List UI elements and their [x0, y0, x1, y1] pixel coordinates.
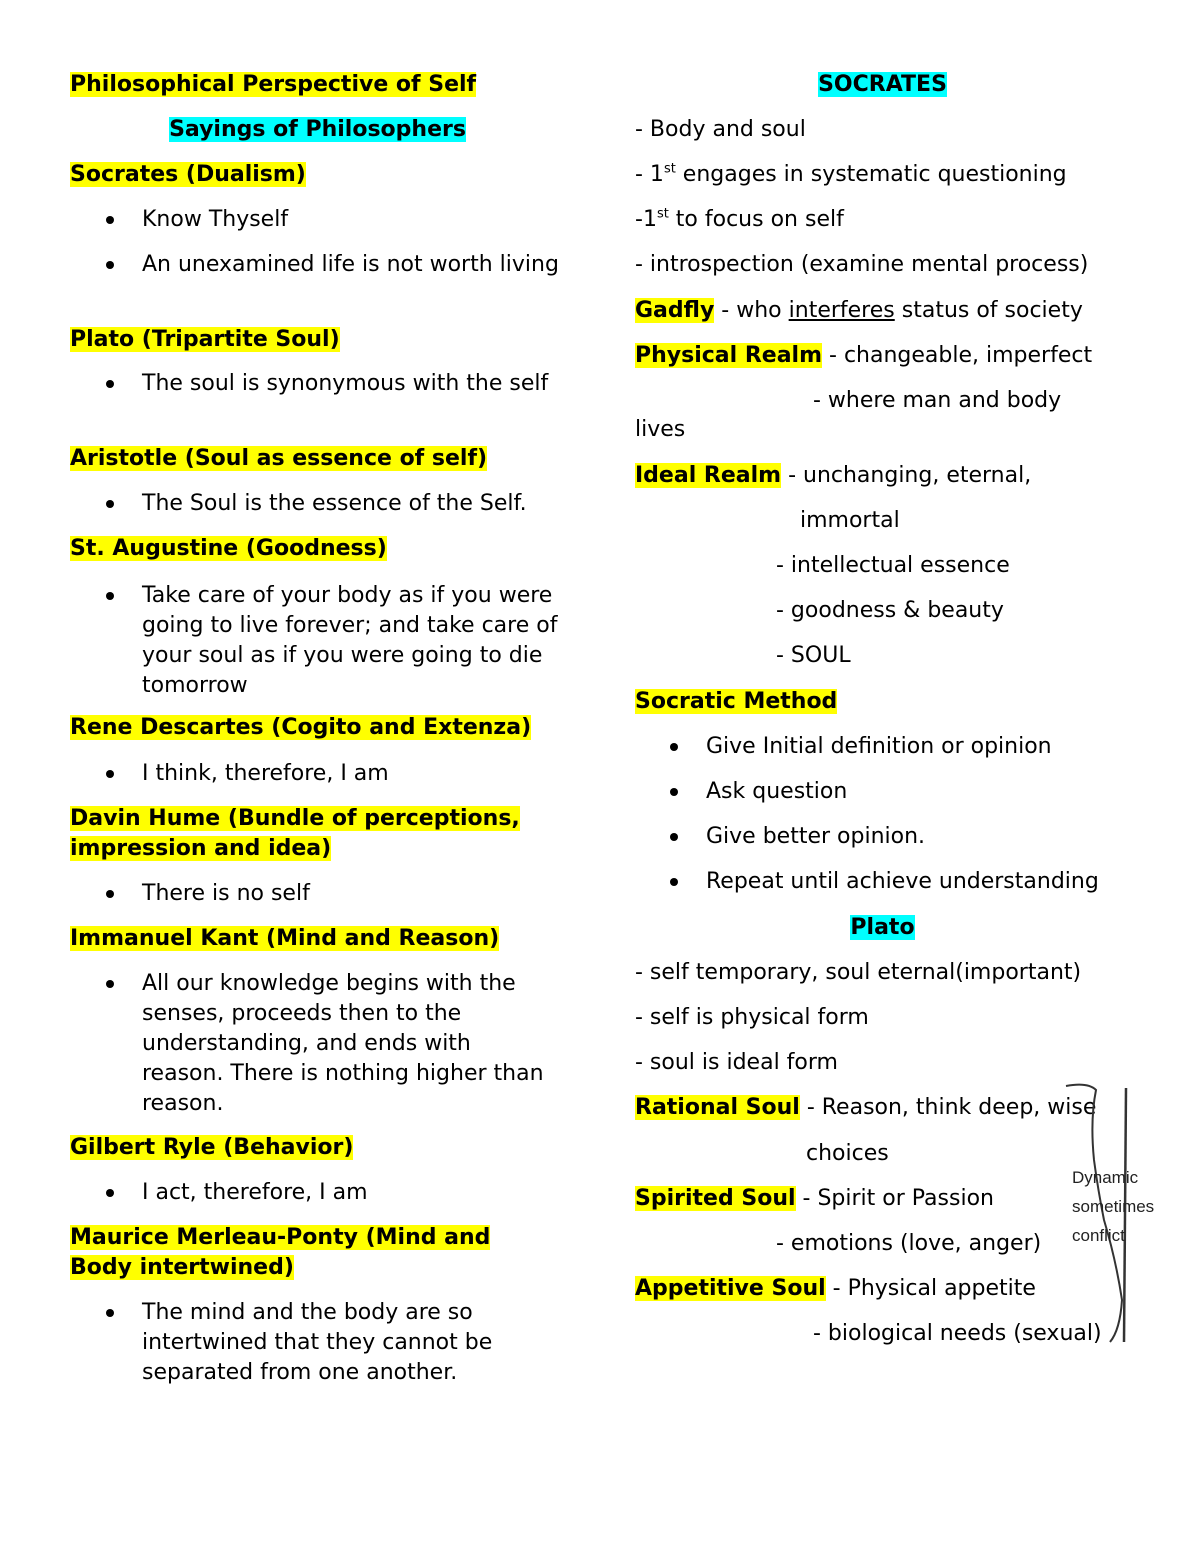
sayings-heading: Sayings of Philosophers — [169, 117, 466, 142]
bullet-icon — [106, 216, 114, 224]
bullet-icon — [106, 1189, 114, 1197]
heading-augustine: St. Augustine (Goodness) — [70, 536, 387, 561]
bullet-icon — [106, 770, 114, 778]
note-line: - intellectual essence — [776, 553, 1010, 578]
heading-merleau-ponty: Maurice Merleau-Ponty (Mind and Body intertwined) — [70, 1225, 491, 1280]
list-item: Ask question — [706, 777, 847, 807]
heading-plato: Plato (Tripartite Soul) — [70, 327, 340, 352]
heading-kant: Immanuel Kant (Mind and Reason) — [70, 926, 500, 951]
list-item: The soul is synonymous with the self — [142, 369, 562, 399]
handwritten-note: Dynamic sometimes conflict — [1072, 1168, 1155, 1245]
note-line: - 1st engages in systematic questioning — [635, 161, 1067, 187]
note-line: lives — [635, 417, 686, 442]
note-line: - self is physical form — [635, 1005, 869, 1030]
note-line: immortal — [800, 508, 900, 533]
bullet-icon — [670, 743, 678, 751]
bullet-icon — [670, 833, 678, 841]
bullet-icon — [106, 500, 114, 508]
note-line: - goodness & beauty — [776, 598, 1004, 623]
note-line: - where man and body — [813, 388, 1062, 413]
bullet-icon — [106, 592, 114, 600]
list-item: Give better opinion. — [706, 822, 925, 852]
note-line: - soul is ideal form — [635, 1050, 838, 1075]
list-item: Give Initial definition or opinion — [706, 732, 1052, 762]
list-item: Repeat until achieve understanding — [706, 867, 1099, 897]
note-line: - SOUL — [776, 643, 851, 668]
bullet-icon — [106, 1309, 114, 1317]
page-title: Philosophical Perspective of Self — [70, 72, 477, 97]
heading-hume: Davin Hume (Bundle of perceptions, impression and idea) — [70, 806, 520, 861]
list-item: I act, therefore, I am — [142, 1178, 562, 1208]
socrates-title: SOCRATES — [818, 72, 947, 97]
physical-realm-line: Physical Realm - changeable, imperfect — [635, 343, 1093, 368]
note-line: - Body and soul — [635, 117, 806, 142]
heading-descartes: Rene Descartes (Cogito and Extenza) — [70, 715, 532, 740]
note-line: -1st to focus on self — [635, 206, 844, 232]
note-line: choices — [806, 1141, 889, 1166]
note-line: - biological needs (sexual) — [813, 1321, 1102, 1346]
heading-aristotle: Aristotle (Soul as essence of self) — [70, 446, 488, 471]
list-item: The Soul is the essence of the Self. — [142, 489, 582, 519]
rational-soul-line: Rational Soul - Reason, think deep, wise — [635, 1095, 1097, 1120]
note-line: - introspection (examine mental process) — [635, 252, 1089, 277]
list-item: All our knowledge begins with the senses, proceeds then to the understanding, and ends with reason. There is nothing higher than reason. — [142, 969, 547, 1119]
bullet-icon — [106, 261, 114, 269]
list-item: Know Thyself — [142, 205, 562, 235]
note-line: - self temporary, soul eternal(important) — [635, 960, 1082, 985]
bullet-icon — [106, 980, 114, 988]
spirited-soul-line: Spirited Soul - Spirit or Passion — [635, 1186, 994, 1211]
list-item: Take care of your body as if you were going to live forever; and take care of your soul as if you were going to die tomorrow — [142, 581, 567, 701]
bullet-icon — [670, 788, 678, 796]
bullet-icon — [106, 890, 114, 898]
list-item: There is no self — [142, 879, 562, 909]
list-item: I think, therefore, I am — [142, 759, 562, 789]
bullet-icon — [106, 380, 114, 388]
list-item: An unexamined life is not worth living — [142, 250, 562, 280]
socratic-method-heading: Socratic Method — [635, 689, 838, 714]
heading-ryle: Gilbert Ryle (Behavior) — [70, 1135, 354, 1160]
gadfly-line: Gadfly - who interferes status of society — [635, 298, 1083, 323]
note-line: - emotions (love, anger) — [776, 1231, 1042, 1256]
ideal-realm-line: Ideal Realm - unchanging, eternal, — [635, 463, 1032, 488]
plato-title: Plato — [850, 915, 915, 940]
heading-socrates: Socrates (Dualism) — [70, 162, 306, 187]
list-item: The mind and the body are so intertwined that they cannot be separated from one another. — [142, 1298, 537, 1388]
bullet-icon — [670, 878, 678, 886]
appetitive-soul-line: Appetitive Soul - Physical appetite — [635, 1276, 1036, 1301]
